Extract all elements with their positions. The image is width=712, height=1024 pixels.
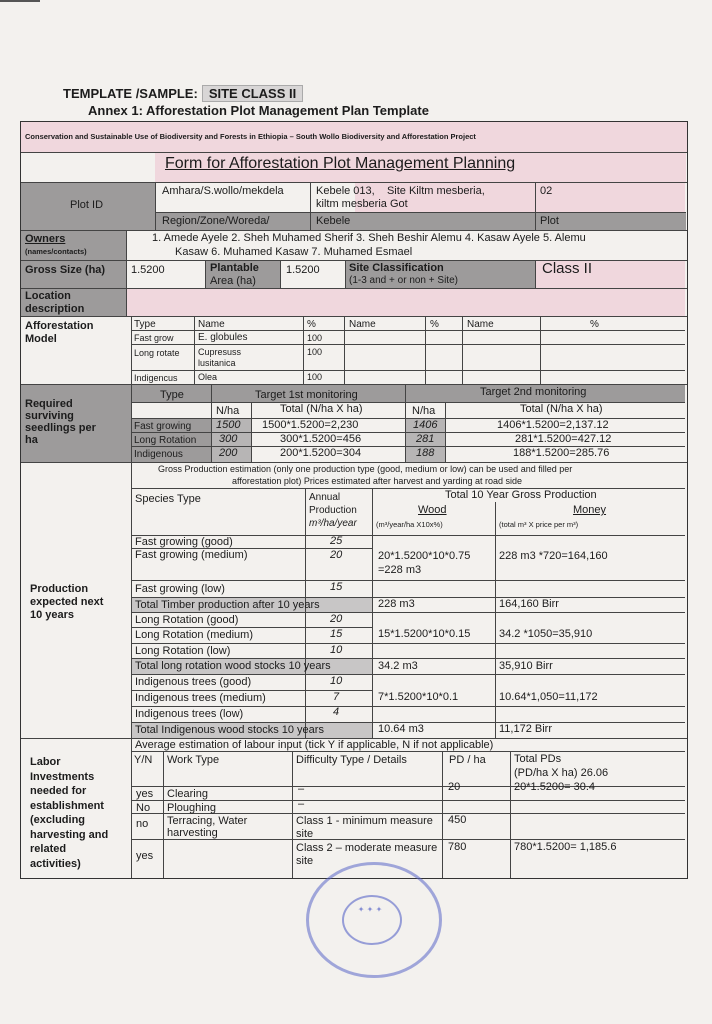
prod-row-annual: 10: [330, 644, 343, 656]
labor-row-yn: yes: [136, 850, 154, 862]
model-row-name: E. globules: [198, 332, 248, 343]
labor-row-total: 20*1.5200= 30.4: [514, 781, 596, 793]
model-row-name: Cupresuss: [198, 347, 242, 357]
prod-row-wood: 15*1.5200*10*0.15: [378, 628, 471, 640]
model-header-name: Name: [198, 319, 225, 330]
surv-row-t1: 200*1.5200=304: [280, 447, 362, 459]
surv-row-type: Long Rotation: [134, 435, 197, 446]
prod-row-annual: 15: [330, 581, 343, 593]
kebele-value: Kebele 013, Site Kiltm mesberia,: [316, 185, 485, 197]
labor-header-total2: (PD/ha X ha) 26.06: [514, 767, 609, 779]
plantable-value: 1.5200: [286, 264, 320, 276]
prod-row-money: 228 m3 *720=164,160: [499, 550, 608, 562]
prod-row-type: Indigenous trees (medium): [135, 692, 266, 704]
owners-label: Owners: [25, 233, 66, 245]
prod-row-annual: 15: [330, 628, 343, 640]
labor-row-difficulty: Class 2 – moderate measure site: [296, 842, 438, 867]
plot-label: Plot: [540, 215, 559, 227]
owners-sub: (names/contacts): [25, 247, 87, 256]
labor-header-total: Total PDs: [514, 753, 562, 765]
owners-line1: 1. Amede Ayele 2. Sheh Muhamed Sherif 3. Sheh Beshir Alemu 4. Kasaw Ayele 5. Alemu: [152, 232, 586, 244]
prod-row-wood-cont: =228 m3: [378, 564, 422, 576]
prod-row-type: Indigenous trees (good): [135, 676, 252, 688]
surv-nha-2: N/ha: [412, 405, 436, 417]
site-class-value: Class II: [542, 260, 593, 277]
prod-row-type: Total long rotation wood stocks 10 years: [135, 660, 331, 672]
prod-row-type: Long Rotation (medium): [135, 629, 254, 641]
surv-row-t2: 281*1.5200=427.12: [515, 433, 612, 445]
surv-row-n1: 1500: [216, 419, 241, 431]
model-row-name-cont: lusitanica: [198, 358, 236, 368]
stamp-emblem-icon: ✦ ✦ ✦: [357, 905, 383, 914]
annual-production-header: Annual Production m³/ha/year: [309, 492, 357, 529]
gross-note-2: afforestation plot) Prices estimated after harvest and yarding at road side: [232, 476, 522, 486]
labor-row-pd: 780: [448, 841, 467, 853]
surv-row-t1: 1500*1.5200=2,230: [262, 419, 359, 431]
surv-total-1: Total (N/ha X ha): [280, 403, 363, 415]
model-row-type: Fast grow: [134, 333, 174, 343]
location-label: Location description: [25, 290, 85, 315]
model-header-pct: %: [307, 319, 316, 330]
labor-row-pd: 450: [448, 814, 467, 826]
wood-unit: (m³/year/ha X10x%): [376, 520, 443, 529]
labor-row-work: Clearing: [167, 788, 208, 800]
prod-row-type: Indigenous trees (low): [135, 708, 244, 720]
species-type-header: Species Type: [135, 493, 201, 505]
gross-size-value: 1.5200: [131, 264, 165, 276]
labor-label: Labor Investments needed for establishment (excluding harvesting and related activities): [30, 756, 109, 870]
annex-title: Annex 1: Afforestation Plot Management Plan Template: [88, 103, 429, 118]
site-class-label: Site Classification: [349, 262, 444, 274]
prod-row-annual: 4: [333, 706, 340, 718]
model-header-pct2: %: [430, 319, 439, 330]
prod-row-annual: 7: [333, 691, 340, 703]
prod-row-annual: 20: [330, 549, 343, 561]
prod-row-type: Fast growing (low): [135, 583, 225, 595]
plot-id-label: Plot ID: [70, 199, 104, 211]
surv-row-n1: 200: [219, 447, 238, 459]
surv-row-n2: 281: [416, 433, 435, 445]
model-row-type: Long rotate: [134, 348, 180, 358]
plot-value: 02: [540, 185, 553, 197]
model-header-pct3: %: [590, 319, 599, 330]
labor-row-yn: No: [136, 802, 151, 814]
prod-row-money: 11,172 Birr: [499, 723, 552, 735]
model-label: Afforestation Model: [25, 320, 94, 345]
labor-header-yn: Y/N: [134, 754, 153, 766]
surv-row-type: Indigenous: [134, 449, 183, 460]
surv-row-n2: 1406: [413, 419, 438, 431]
surv-target2: Target 2nd monitoring: [480, 386, 587, 398]
prod-row-money: 164,160 Birr: [499, 598, 559, 610]
surv-row-t1: 300*1.5200=456: [280, 433, 362, 445]
template-heading: [63, 86, 303, 101]
total-10y-header: Total 10 Year Gross Production: [445, 489, 597, 501]
template-label: TEMPLATE /SAMPLE:: [63, 86, 198, 101]
labor-row-difficulty: Class 1 - minimum measure site: [296, 815, 433, 840]
prod-row-wood: 34.2 m3: [378, 660, 418, 672]
surv-type-header: Type: [160, 389, 184, 401]
project-banner: Conservation and Sustainable Use of Biodiversity and Forests in Ethiopia – South Wollo Biodiversity and Afforestation Project: [25, 132, 476, 141]
production-label: Production expected next 10 years: [30, 583, 104, 621]
plantable-label: Plantable Area (ha): [210, 262, 259, 287]
surviving-label: Required surviving seedlings per ha: [25, 398, 96, 446]
site-class-badge: SITE CLASS II: [202, 85, 303, 102]
prod-row-money: 35,910 Birr: [499, 660, 553, 672]
gross-size-label: Gross Size (ha): [25, 264, 106, 276]
model-header-type: Type: [134, 319, 156, 330]
labor-header-pd: PD / ha: [449, 754, 486, 766]
surv-row-n1: 300: [219, 433, 238, 445]
prod-row-type: Long Rotation (low): [135, 645, 231, 657]
labor-row-difficulty: –: [298, 783, 305, 795]
model-header-name3: Name: [467, 319, 494, 330]
model-header-name2: Name: [349, 319, 376, 330]
model-row-name: Olea: [198, 372, 218, 382]
model-row-pct: 100: [307, 333, 323, 343]
prod-row-wood: 228 m3: [378, 598, 415, 610]
model-row-type: Indigencus: [134, 373, 178, 383]
prod-row-wood: 10.64 m3: [378, 723, 424, 735]
model-row-pct: 100: [307, 372, 323, 382]
prod-row-type: Fast growing (good): [135, 536, 233, 548]
prod-row-annual: 25: [330, 535, 343, 547]
wood-header: Wood: [418, 504, 447, 516]
labor-row-work: Terracing, Water harvesting: [167, 815, 248, 839]
labor-row-total: 780*1.5200= 1,185.6: [514, 841, 617, 853]
labor-header-difficulty: Difficulty Type / Details: [296, 754, 407, 766]
surv-nha-1: N/ha: [216, 405, 240, 417]
surv-row-n2: 188: [416, 447, 435, 459]
prod-row-annual: 20: [330, 613, 343, 625]
prod-row-annual: 10: [330, 675, 343, 687]
labor-row-yn: no: [136, 818, 149, 830]
region-value: Amhara/S.wollo/mekdela: [162, 185, 284, 197]
prod-row-wood: 7*1.5200*10*0.1: [378, 691, 459, 703]
surv-target1: Target 1st monitoring: [255, 389, 358, 401]
prod-row-money: 34.2 *1050=35,910: [499, 628, 593, 640]
site-class-sub: (1-3 and + or non + Site): [349, 275, 458, 286]
prod-row-money: 10.64*1,050=11,172: [499, 691, 598, 703]
prod-row-type: Fast growing (medium): [135, 549, 248, 561]
official-stamp-inner: [342, 895, 402, 945]
surv-row-t2: 188*1.5200=285.76: [513, 447, 610, 459]
gross-note-1: Gross Production estimation (only one production type (good, medium or low) can be used and filled per: [158, 464, 573, 474]
labor-header-work: Work Type: [167, 754, 220, 766]
form-title: Form for Afforestation Plot Management Planning: [165, 155, 516, 172]
prod-row-type: Total Indigenous wood stocks 10 years: [135, 724, 324, 736]
corner-mark: [0, 0, 40, 18]
prod-row-type: Total Timber production after 10 years: [135, 599, 320, 611]
surv-total-2: Total (N/ha X ha): [520, 403, 603, 415]
kebele-label: Kebele: [316, 215, 351, 227]
region-label: Region/Zone/Woreda/: [162, 215, 270, 227]
money-unit: (total m³ X price per m³): [499, 520, 579, 529]
model-row-pct: 100: [307, 347, 323, 357]
labor-row-work: Ploughing: [167, 802, 216, 814]
owners-line2: Kasaw 6. Muhamed Kasaw 7. Muhamed Esmael: [175, 246, 413, 258]
prod-row-wood: 20*1.5200*10*0.75: [378, 550, 471, 562]
surv-row-type: Fast growing: [134, 421, 192, 432]
prod-row-type: Long Rotation (good): [135, 614, 239, 626]
surv-row-t2: 1406*1.5200=2,137.12: [497, 419, 609, 431]
money-header: Money: [573, 504, 607, 516]
labor-row-yn: yes: [136, 788, 154, 800]
labor-row-pd: 20: [448, 781, 461, 793]
kebele-value-line2: kiltm mesberia Got: [316, 198, 408, 210]
labor-note: Average estimation of labour input (tick Y if applicable, N if not applicable): [135, 739, 494, 751]
labor-row-difficulty: –: [298, 798, 305, 810]
